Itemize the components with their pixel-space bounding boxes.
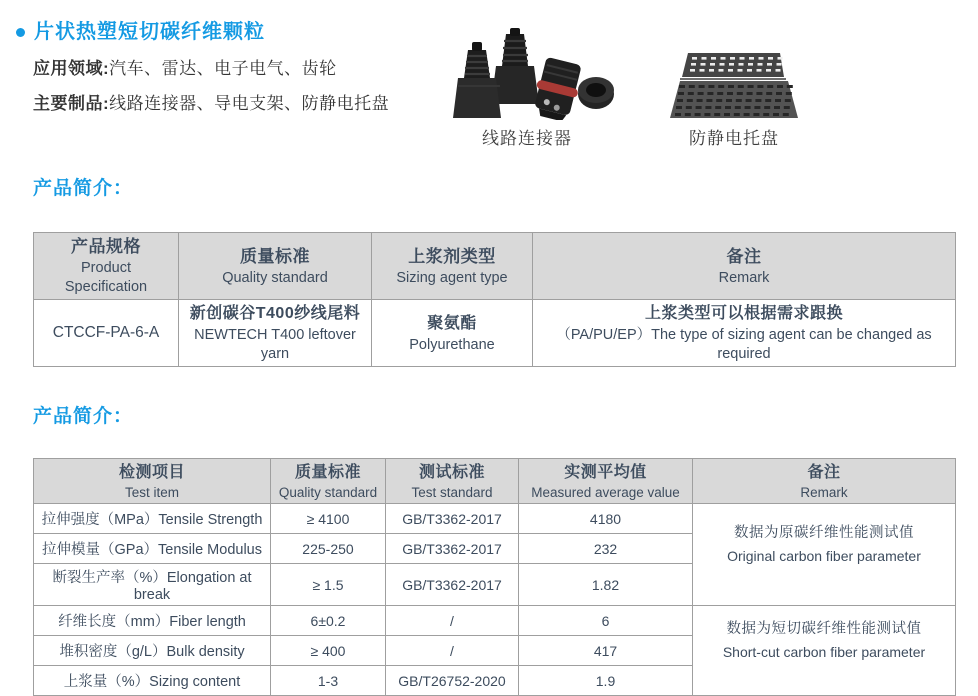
bullet-icon <box>16 28 25 37</box>
cell-test-standard: / <box>386 636 519 666</box>
header-en: Test standard <box>411 484 493 500</box>
cell-test-standard: GB/T3362-2017 <box>386 564 519 606</box>
header-en: Sizing agent type <box>396 269 508 286</box>
section1-heading: 产品简介： <box>33 178 134 199</box>
cell-remark-original-fiber <box>693 504 956 606</box>
cell-measured-value: 1.9 <box>519 666 693 696</box>
header-test-item <box>34 459 271 504</box>
header-en: Quality standard <box>278 484 378 500</box>
cell-test-standard: GB/T3362-2017 <box>386 534 519 564</box>
cell-quality-standard: ≥ 1.5 <box>271 564 386 606</box>
table-row-fiber-length <box>34 606 956 636</box>
header-en: Product Specification <box>64 260 148 295</box>
cell-quality-standard: ≥ 400 <box>271 636 386 666</box>
page-title: 片状热塑短切碳纤维颗粒 <box>34 21 265 43</box>
product-code: CTCCF-PA-6-A <box>52 324 160 341</box>
spec-table-row <box>34 300 956 367</box>
application-fields-label: 应用领域: <box>33 59 110 78</box>
cell-test-standard: GB/T26752-2020 <box>386 666 519 696</box>
header-zh: 质量标准 <box>294 463 361 481</box>
remark-en: Short-cut carbon fiber parameter <box>722 643 926 660</box>
cell-test-standard: / <box>386 606 519 636</box>
main-products-label: 主要制品: <box>33 94 110 113</box>
cell-remark <box>533 300 956 367</box>
main-products-value: 线路连接器、导电支架、防静电托盘 <box>109 94 390 113</box>
cell-remark-short-cut-fiber <box>693 606 956 696</box>
cell-test-item: 堆积密度（g/L）Bulk density <box>34 636 271 666</box>
figure-cable-connectors <box>436 24 618 149</box>
cell-en: （PA/PU/EP）The type of sizing agent can be changed as required <box>556 327 932 362</box>
figure-caption: 防静电托盘 <box>689 129 779 148</box>
header-zh: 检测项目 <box>118 463 185 481</box>
header-zh: 质量标准 <box>240 246 310 266</box>
header-zh: 备注 <box>726 246 762 266</box>
remark-zh: 数据为原碳纤维性能测试值 <box>734 524 914 541</box>
header-en: Test item <box>124 484 179 500</box>
header-zh: 实测平均值 <box>564 463 647 481</box>
anti-static-tray-photo <box>650 24 818 120</box>
test-table-header-row <box>34 459 956 504</box>
cell-measured-value: 4180 <box>519 504 693 534</box>
cell-test-item: 断裂生产率（%）Elongation at break <box>34 564 271 606</box>
header-remark <box>533 233 956 300</box>
header-zh: 上浆剂类型 <box>408 246 496 266</box>
header-zh: 测试标准 <box>418 463 485 481</box>
figure-anti-static-tray <box>650 24 818 149</box>
cell-quality-standard: 1-3 <box>271 666 386 696</box>
remark-zh: 数据为短切碳纤维性能测试值 <box>726 620 922 637</box>
cell-measured-value: 6 <box>519 606 693 636</box>
cell-zh: 新创碳谷T400纱线尾料 <box>189 305 361 322</box>
cell-measured-value: 232 <box>519 534 693 564</box>
header-quality-standard <box>271 459 386 504</box>
cell-test-item: 拉伸模量（GPa）Tensile Modulus <box>34 534 271 564</box>
cell-measured-value: 1.82 <box>519 564 693 606</box>
cable-connectors-image <box>440 28 615 120</box>
section2-heading: 产品简介： <box>33 406 134 427</box>
hero-section <box>0 0 978 152</box>
header-sizing-agent-type <box>372 233 533 300</box>
cell-test-standard: GB/T3362-2017 <box>386 504 519 534</box>
cell-quality-standard: 225-250 <box>271 534 386 564</box>
cell-test-item: 上浆量（%）Sizing content <box>34 666 271 696</box>
anti-static-tray-image <box>667 52 801 120</box>
header-product-specification <box>34 233 179 300</box>
application-fields-value: 汽车、雷达、电子电气、齿轮 <box>109 59 337 78</box>
header-quality-standard <box>179 233 372 300</box>
header-remark <box>693 459 956 504</box>
cell-test-item: 纤维长度（mm）Fiber length <box>34 606 271 636</box>
cell-measured-value: 417 <box>519 636 693 666</box>
header-en: Measured average value <box>531 484 680 500</box>
cell-quality-standard <box>179 300 372 367</box>
table-row-tensile-strength <box>34 504 956 534</box>
remark-en: Original carbon fiber parameter <box>727 547 921 564</box>
product-spec-table <box>33 232 956 367</box>
cell-zh: 聚氨酯 <box>427 314 477 332</box>
cell-quality-standard: ≥ 4100 <box>271 504 386 534</box>
cable-connectors-photo <box>436 24 618 120</box>
cell-zh: 上浆类型可以根据需求跟换 <box>644 305 843 322</box>
header-en: Remark <box>718 269 770 286</box>
header-en: Remark <box>800 484 848 500</box>
spec-table-header-row <box>34 233 956 300</box>
cell-test-item: 拉伸强度（MPa）Tensile Strength <box>34 504 271 534</box>
cell-en: Polyurethane <box>409 336 495 353</box>
header-test-standard <box>386 459 519 504</box>
test-data-table <box>33 458 956 696</box>
cell-product-spec <box>34 300 179 367</box>
cell-sizing-agent <box>372 300 533 367</box>
header-zh: 备注 <box>807 463 841 481</box>
figure-caption: 线路连接器 <box>482 129 572 148</box>
header-measured-average <box>519 459 693 504</box>
cell-en: NEWTECH T400 leftover yarn <box>194 327 356 362</box>
cell-quality-standard: 6±0.2 <box>271 606 386 636</box>
header-zh: 产品规格 <box>71 237 141 256</box>
header-en: Quality standard <box>222 269 328 286</box>
